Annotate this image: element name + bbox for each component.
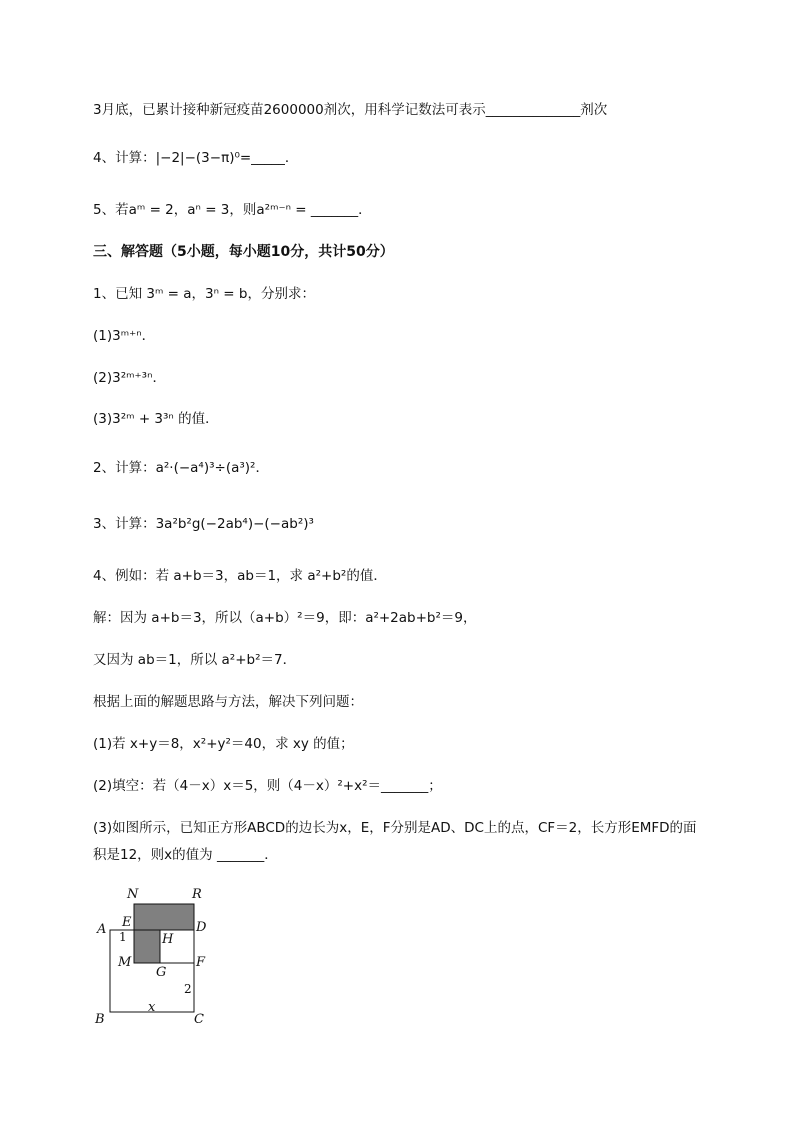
label-x: x [148, 1000, 156, 1015]
text-line-q4-calc: 4、计算：|−2|−(3−π)⁰=_____． [93, 150, 299, 166]
problem-4-solution-2: 又因为 ab＝1，所以 a²+b²＝7． [93, 652, 297, 668]
shaded-rectangle-top [134, 904, 194, 930]
problem-4-part-1: (1)若 x+y＝8，x²+y²＝40，求 xy 的值； [93, 736, 354, 752]
section-heading: 三、解答题（5小题，每小题10分，共计50分） [93, 244, 394, 260]
label-e: E [122, 915, 132, 930]
label-two: 2 [184, 982, 192, 996]
problem-2: 2、计算：a²·(−a⁴)³÷(a³)²． [93, 460, 269, 476]
problem-4-instruction: 根据上面的解题思路与方法，解决下列问题： [93, 694, 363, 710]
problem-4-part-2: (2)填空：若（4－x）x＝5，则（4－x）²+x²＝_______； [93, 778, 442, 794]
problem-1-part-2: (2)3²ᵐ⁺³ⁿ． [93, 370, 166, 386]
problem-4-part-3-line-2: 积是12，则x的值为 _______． [93, 847, 278, 863]
problem-1-part-3: (3)3²ᵐ + 3³ⁿ 的值． [93, 411, 219, 427]
label-f: F [196, 955, 206, 970]
label-d: D [196, 920, 207, 935]
square-diagram [90, 880, 220, 1030]
problem-4: 4、例如：若 a+b＝3，ab＝1，求 a²+b²的值． [93, 568, 387, 584]
label-n: N [127, 887, 139, 902]
label-c: C [194, 1012, 204, 1027]
label-a: A [97, 922, 107, 937]
problem-1: 1、已知 3ᵐ = a，3ⁿ = b，分别求： [93, 286, 315, 302]
problem-4-part-3-line-1: (3)如图所示，已知正方形ABCD的边长为x，E，F分别是AD、DC上的点，CF＝2，长方形EMFD的面 [93, 820, 697, 836]
label-b: B [95, 1012, 105, 1027]
problem-4-solution-1: 解：因为 a+b＝3，所以（a+b）²＝9，即：a²+2ab+b²＝9， [93, 610, 477, 626]
problem-1-part-1: (1)3ᵐ⁺ⁿ． [93, 328, 156, 344]
label-m: M [118, 955, 132, 970]
text-line-vaccine: 3月底，已累计接种新冠疫苗2600000剂次，用科学记数法可表示______________剂次 [93, 102, 608, 118]
label-h: H [162, 932, 174, 947]
text-line-q5: 5、若aᵐ = 2，aⁿ = 3，则a²ᵐ⁻ⁿ = _______． [93, 202, 372, 218]
shaded-rectangle-left [134, 930, 160, 963]
label-one: 1 [119, 930, 127, 944]
label-g: G [156, 965, 167, 980]
label-r: R [192, 887, 202, 902]
problem-3: 3、计算：3a²b²g(−2ab⁴)−(−ab²)³ [93, 516, 314, 532]
